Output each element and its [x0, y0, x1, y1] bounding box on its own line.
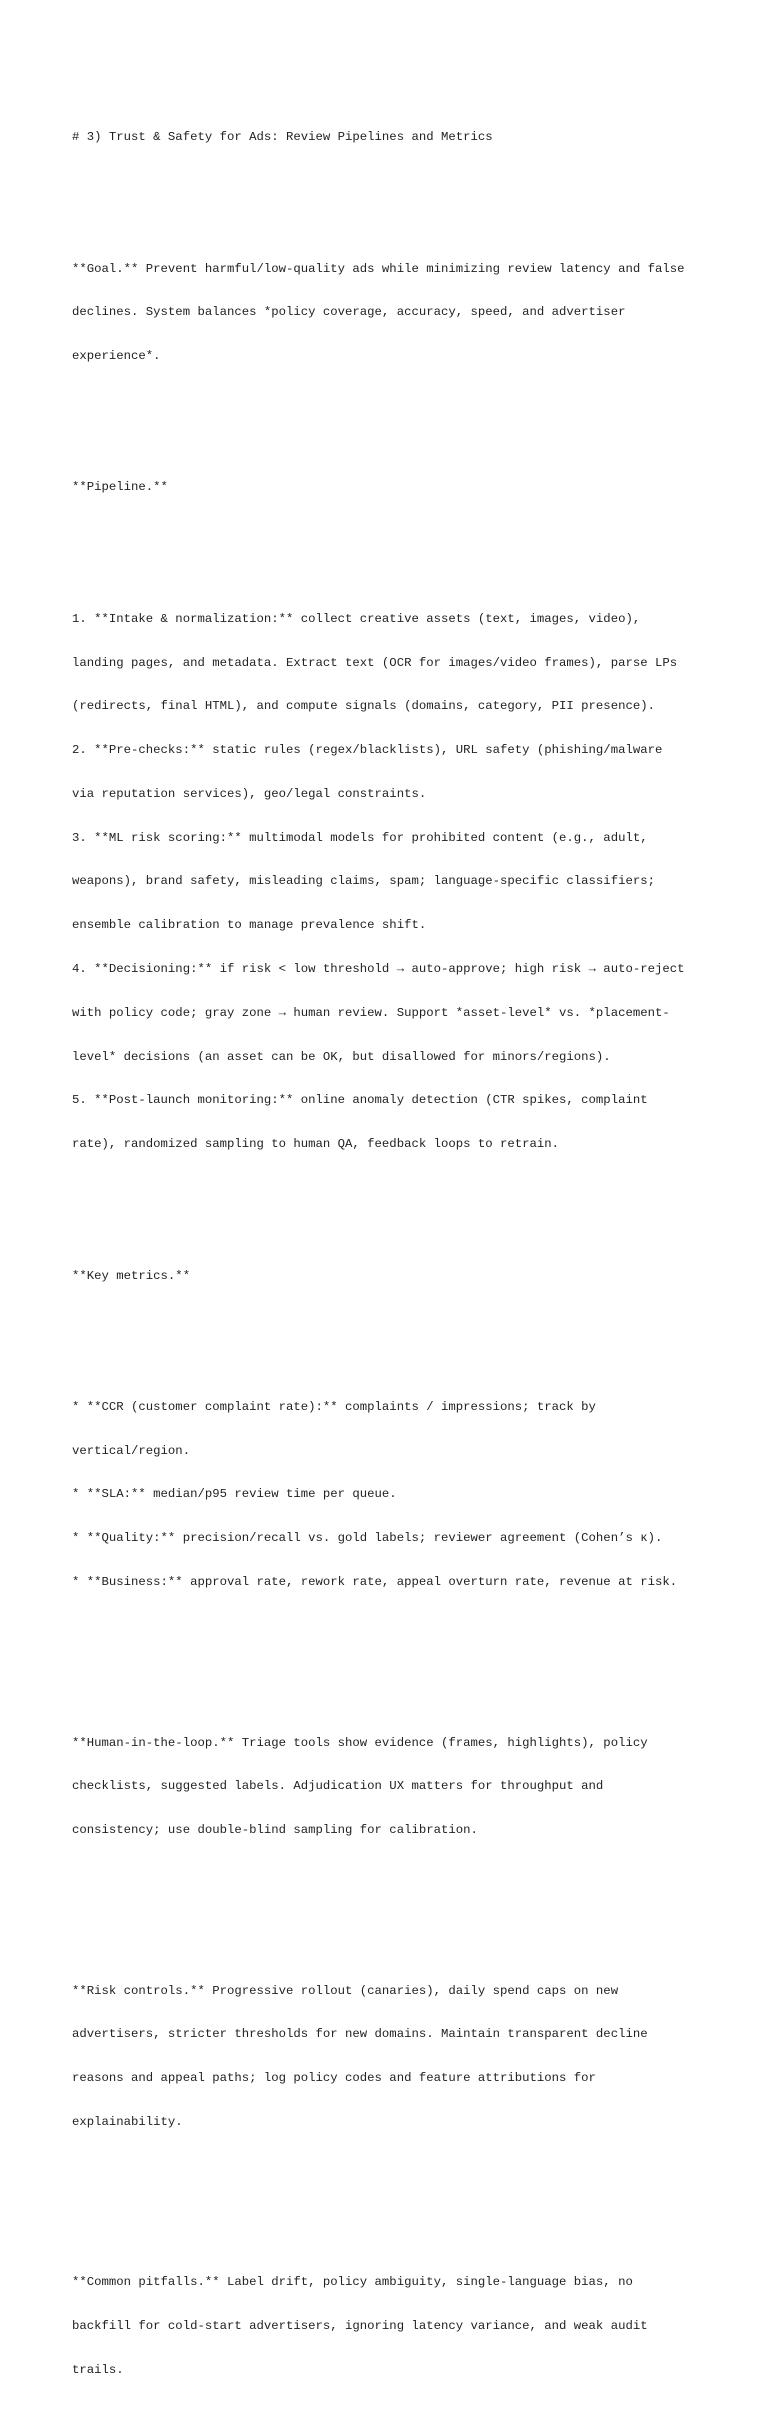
goal-line: declines. System balances *policy coverage, accuracy, speed, and advertiser — [72, 305, 626, 320]
pipeline-list — [72, 583, 712, 1181]
pitfalls-paragraph — [72, 2246, 712, 2407]
metrics-line: * **Business:** approval rate, rework rate, appeal overturn rate, revenue at risk. — [72, 1574, 678, 1589]
pipeline-line: weapons), brand safety, misleading claims, spam; language-specific classifiers; — [72, 874, 655, 889]
human-loop-line: **Human-in-the-loop.** Triage tools show evidence (frames, highlights), policy — [72, 1735, 648, 1750]
human-loop-line: consistency; use double-blind sampling for calibration. — [72, 1823, 478, 1838]
metrics-heading: **Key metrics.** — [72, 1268, 191, 1283]
pipeline-line: 1. **Intake & normalization:** collect creative assets (text, images, video), — [72, 611, 641, 626]
pipeline-line: (redirects, final HTML), and compute signals (domains, category, PII presence). — [72, 699, 655, 714]
pipeline-line: 4. **Decisioning:** if risk < low threshold → auto-approve; high risk → auto-reject — [72, 962, 685, 977]
risk-controls-line: **Risk controls.** Progressive rollout (canaries), daily spend caps on new — [72, 1983, 619, 1998]
risk-controls-line: advertisers, stricter thresholds for new domains. Maintain transparent decline — [72, 2027, 648, 2042]
paragraph-spacer — [72, 422, 712, 437]
paragraph-spacer — [72, 524, 712, 539]
paragraph-spacer — [72, 174, 712, 189]
paragraph-spacer — [72, 1312, 712, 1327]
pipeline-line: landing pages, and metadata. Extract text (OCR for images/video frames), parse LPs — [72, 655, 678, 670]
pitfalls-line: **Common pitfalls.** Label drift, policy ambiguity, single-language bias, no — [72, 2275, 633, 2290]
goal-paragraph — [72, 232, 712, 393]
metrics-line: * **CCR (customer complaint rate):** complaints / impressions; track by — [72, 1399, 596, 1414]
pipeline-line: ensemble calibration to manage prevalence shift. — [72, 918, 427, 933]
metrics-line: * **Quality:** precision/recall vs. gold labels; reviewer agreement (Cohen’s κ). — [72, 1531, 663, 1546]
risk-controls-paragraph — [72, 1954, 712, 2158]
human-loop-line: checklists, suggested labels. Adjudication UX matters for throughput and — [72, 1779, 604, 1794]
pitfalls-line: backfill for cold-start advertisers, ignoring latency variance, and weak audit — [72, 2319, 648, 2334]
paragraph-spacer — [72, 1896, 712, 1911]
pipeline-line: level* decisions (an asset can be OK, but disallowed for minors/regions). — [72, 1049, 611, 1064]
pipeline-line: rate), randomized sampling to human QA, feedback loops to retrain. — [72, 1137, 560, 1152]
metrics-list — [72, 1371, 712, 1619]
paragraph-spacer — [72, 2188, 712, 2203]
pipeline-line: 3. **ML risk scoring:** multimodal models for prohibited content (e.g., adult, — [72, 830, 648, 845]
goal-line: experience*. — [72, 349, 161, 364]
human-loop-paragraph — [72, 1706, 712, 1867]
metrics-line: * **SLA:** median/p95 review time per queue. — [72, 1487, 397, 1502]
risk-controls-line: explainability. — [72, 2114, 183, 2129]
goal-line: **Goal.** Prevent harmful/low-quality ads while minimizing review latency and false — [72, 261, 685, 276]
pipeline-heading: **Pipeline.** — [72, 480, 168, 495]
pipeline-line: 2. **Pre-checks:** static rules (regex/blacklists), URL safety (phishing/malware — [72, 743, 663, 758]
pipeline-line: with policy code; gray zone → human review. Support *asset-level* vs. *placement- — [72, 1005, 670, 1020]
metrics-line: vertical/region. — [72, 1443, 191, 1458]
pipeline-line: 5. **Post-launch monitoring:** online anomaly detection (CTR spikes, complaint — [72, 1093, 648, 1108]
pitfalls-line: trails. — [72, 2363, 124, 2378]
document-heading: # 3) Trust & Safety for Ads: Review Pipelines and Metrics — [72, 130, 493, 145]
paragraph-spacer — [72, 1210, 712, 1225]
pipeline-line: via reputation services), geo/legal constraints. — [72, 786, 427, 801]
paragraph-spacer — [72, 1648, 712, 1663]
risk-controls-line: reasons and appeal paths; log policy codes and feature attributions for — [72, 2071, 596, 2086]
document-page — [72, 101, 712, 2421]
